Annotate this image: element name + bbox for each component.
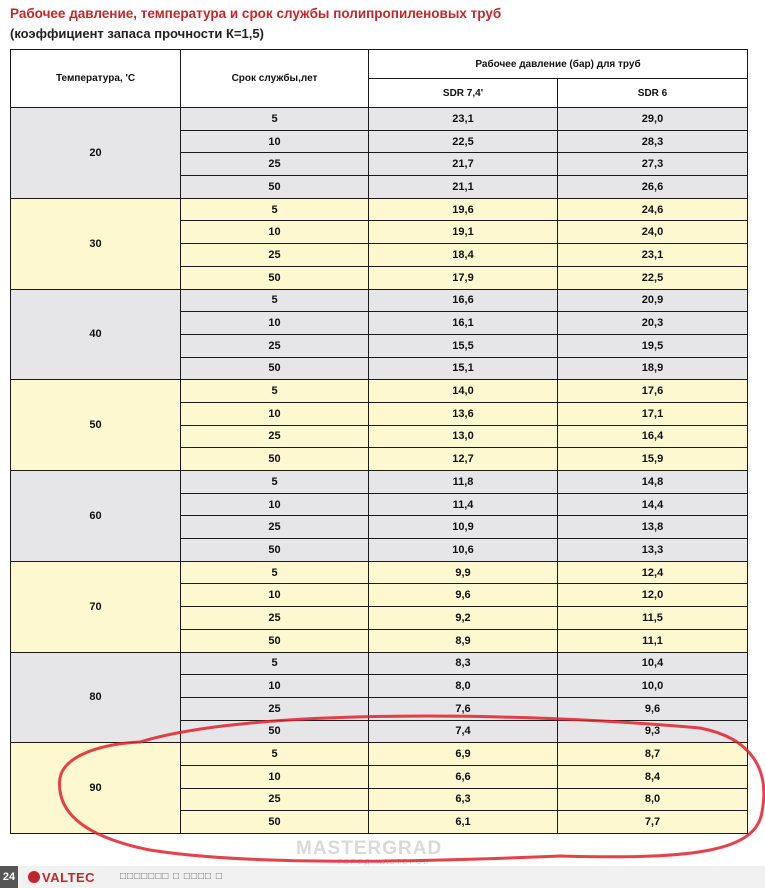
sdr6-cell: 12,0 — [558, 584, 748, 607]
header-sdr6: SDR 6 — [558, 79, 748, 108]
table-body — [11, 108, 748, 834]
temperature-cell: 30 — [11, 198, 181, 289]
service-life-cell: 50 — [181, 539, 369, 562]
sdr6-cell: 8,7 — [558, 743, 748, 766]
page-footer — [0, 866, 765, 888]
service-life-cell: 5 — [181, 743, 369, 766]
table-row — [11, 471, 748, 494]
service-life-cell: 5 — [181, 471, 369, 494]
table-row — [11, 380, 748, 403]
sdr6-cell: 18,9 — [558, 357, 748, 380]
temperature-cell: 70 — [11, 561, 181, 652]
sdr6-cell: 10,4 — [558, 652, 748, 675]
sdr74-cell: 13,6 — [369, 402, 558, 425]
sdr74-cell: 11,4 — [369, 493, 558, 516]
service-life-cell: 5 — [181, 380, 369, 403]
service-life-cell: 25 — [181, 607, 369, 630]
table-row — [11, 743, 748, 766]
sdr6-cell: 22,5 — [558, 266, 748, 289]
sdr6-cell: 11,1 — [558, 629, 748, 652]
service-life-cell: 10 — [181, 402, 369, 425]
service-life-cell: 5 — [181, 108, 369, 131]
sdr6-cell: 9,3 — [558, 720, 748, 743]
watermark-subtext: ГОРОД МАСТЕРОВ — [338, 859, 431, 866]
sdr6-cell: 15,9 — [558, 448, 748, 471]
sdr74-cell: 6,6 — [369, 765, 558, 788]
temperature-cell: 50 — [11, 380, 181, 471]
sdr74-cell: 9,9 — [369, 561, 558, 584]
service-life-cell: 25 — [181, 153, 369, 176]
sdr74-cell: 15,5 — [369, 334, 558, 357]
service-life-cell: 50 — [181, 720, 369, 743]
table-row — [11, 108, 748, 131]
sdr74-cell: 9,2 — [369, 607, 558, 630]
service-life-cell: 50 — [181, 176, 369, 199]
service-life-cell: 10 — [181, 765, 369, 788]
service-life-cell: 50 — [181, 629, 369, 652]
temperature-cell: 90 — [11, 743, 181, 834]
service-life-cell: 25 — [181, 244, 369, 267]
sdr74-cell: 17,9 — [369, 266, 558, 289]
temperature-cell: 20 — [11, 108, 181, 199]
sdr6-cell: 13,8 — [558, 516, 748, 539]
temperature-cell: 80 — [11, 652, 181, 743]
page-number: 24 — [0, 866, 18, 888]
sdr74-cell: 9,6 — [369, 584, 558, 607]
service-life-cell: 50 — [181, 811, 369, 834]
sdr74-cell: 6,1 — [369, 811, 558, 834]
sdr6-cell: 24,6 — [558, 198, 748, 221]
sdr6-cell: 27,3 — [558, 153, 748, 176]
sdr6-cell: 29,0 — [558, 108, 748, 131]
sdr74-cell: 21,7 — [369, 153, 558, 176]
brand-logo-text: VALTEC — [42, 870, 96, 885]
service-life-cell: 25 — [181, 334, 369, 357]
sdr74-cell: 19,6 — [369, 198, 558, 221]
service-life-cell: 25 — [181, 425, 369, 448]
sdr74-cell: 11,8 — [369, 471, 558, 494]
service-life-cell: 10 — [181, 675, 369, 698]
sdr74-cell: 16,1 — [369, 312, 558, 335]
service-life-cell: 10 — [181, 312, 369, 335]
service-life-cell: 5 — [181, 198, 369, 221]
sdr74-cell: 10,9 — [369, 516, 558, 539]
sdr6-cell: 26,6 — [558, 176, 748, 199]
sdr6-cell: 23,1 — [558, 244, 748, 267]
sdr6-cell: 7,7 — [558, 811, 748, 834]
pressure-table — [10, 49, 748, 834]
table-row — [11, 289, 748, 312]
sdr74-cell: 6,9 — [369, 743, 558, 766]
service-life-cell: 5 — [181, 561, 369, 584]
sdr74-cell: 10,6 — [369, 539, 558, 562]
sdr6-cell: 9,6 — [558, 697, 748, 720]
sdr6-cell: 13,3 — [558, 539, 748, 562]
sdr74-cell: 7,6 — [369, 697, 558, 720]
service-life-cell: 25 — [181, 516, 369, 539]
sdr6-cell: 8,0 — [558, 788, 748, 811]
table-row — [11, 561, 748, 584]
header-service-life: Срок службы,лет — [181, 50, 369, 108]
service-life-cell: 25 — [181, 788, 369, 811]
sdr74-cell: 14,0 — [369, 380, 558, 403]
sdr6-cell: 17,6 — [558, 380, 748, 403]
service-life-cell: 50 — [181, 448, 369, 471]
watermark: MASTERGRAD — [296, 838, 443, 859]
brand-logo — [28, 870, 95, 885]
service-life-cell: 50 — [181, 357, 369, 380]
sdr74-cell: 8,3 — [369, 652, 558, 675]
sdr6-cell: 28,3 — [558, 130, 748, 153]
sdr74-cell: 13,0 — [369, 425, 558, 448]
header-sdr74: SDR 7,4' — [369, 79, 558, 108]
sdr74-cell: 15,1 — [369, 357, 558, 380]
header-temperature: Температура, 'С — [11, 50, 181, 108]
sdr6-cell: 24,0 — [558, 221, 748, 244]
service-life-cell: 25 — [181, 697, 369, 720]
header-pressure-group: Рабочее давление (бар) для труб — [369, 50, 748, 79]
service-life-cell: 50 — [181, 266, 369, 289]
sdr74-cell: 18,4 — [369, 244, 558, 267]
sdr74-cell: 23,1 — [369, 108, 558, 131]
sdr6-cell: 10,0 — [558, 675, 748, 698]
sdr6-cell: 20,3 — [558, 312, 748, 335]
sdr74-cell: 6,3 — [369, 788, 558, 811]
sdr74-cell: 8,0 — [369, 675, 558, 698]
sdr74-cell: 22,5 — [369, 130, 558, 153]
sdr6-cell: 8,4 — [558, 765, 748, 788]
sdr6-cell: 19,5 — [558, 334, 748, 357]
sdr74-cell: 12,7 — [369, 448, 558, 471]
sdr6-cell: 14,8 — [558, 471, 748, 494]
sdr6-cell: 16,4 — [558, 425, 748, 448]
temperature-cell: 40 — [11, 289, 181, 380]
table-row — [11, 652, 748, 675]
temperature-cell: 60 — [11, 471, 181, 562]
service-life-cell: 10 — [181, 584, 369, 607]
sdr74-cell: 21,1 — [369, 176, 558, 199]
sdr6-cell: 11,5 — [558, 607, 748, 630]
service-life-cell: 5 — [181, 289, 369, 312]
sdr74-cell: 8,9 — [369, 629, 558, 652]
service-life-cell: 10 — [181, 130, 369, 153]
table-row — [11, 198, 748, 221]
sdr6-cell: 12,4 — [558, 561, 748, 584]
sdr74-cell: 19,1 — [369, 221, 558, 244]
sdr74-cell: 16,6 — [369, 289, 558, 312]
sdr6-cell: 14,4 — [558, 493, 748, 516]
service-life-cell: 10 — [181, 221, 369, 244]
service-life-cell: 5 — [181, 652, 369, 675]
sdr74-cell: 7,4 — [369, 720, 558, 743]
valtec-logo-icon — [28, 871, 40, 883]
sdr6-cell: 20,9 — [558, 289, 748, 312]
page-title: Рабочее давление, температура и срок службы полипропиленовых труб — [10, 6, 502, 21]
sdr6-cell: 17,1 — [558, 402, 748, 425]
service-life-cell: 10 — [181, 493, 369, 516]
footer-text: □□□□□□□ □ □□□□ □ — [120, 871, 223, 882]
page-subtitle: (коэффициент запаса прочности К=1,5) — [10, 26, 264, 41]
